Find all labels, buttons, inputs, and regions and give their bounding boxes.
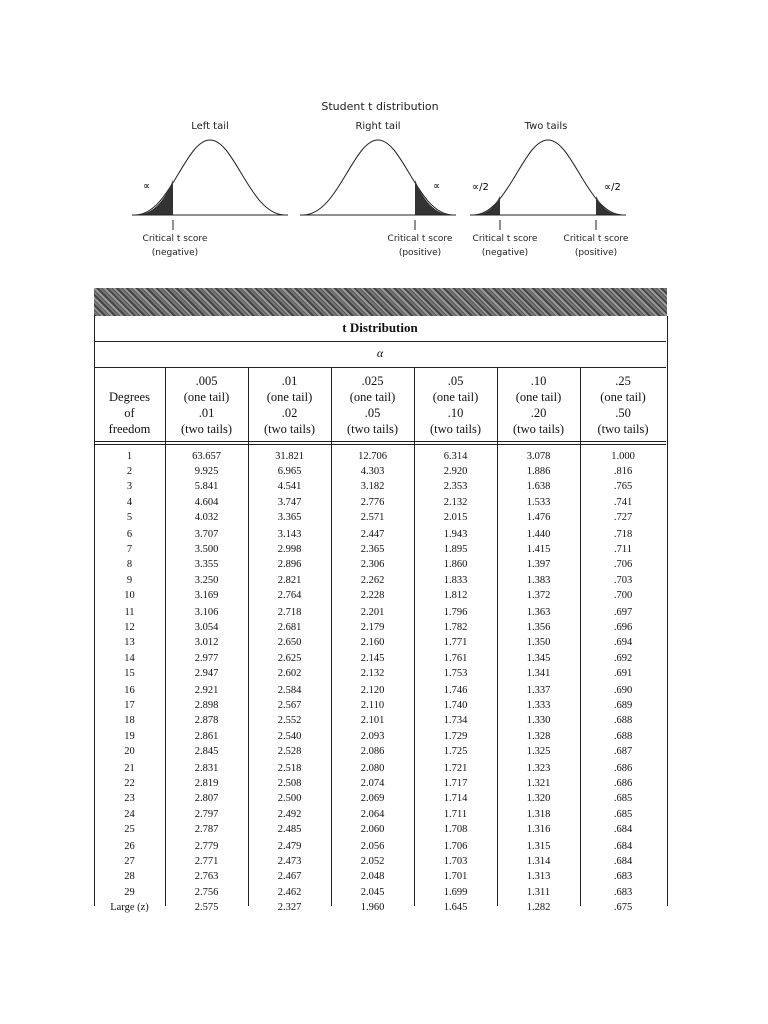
value-cell: 2.947	[194, 667, 219, 679]
row-group	[248, 839, 331, 915]
value-cell: 2.145	[360, 652, 385, 664]
two-tails-curve	[468, 130, 628, 230]
value-cell: 2.861	[194, 730, 219, 742]
value-cell: 2.080	[360, 763, 385, 775]
value-cell: 2.101	[360, 715, 385, 727]
values-column-05	[414, 449, 497, 917]
value-cell: 2.056	[360, 841, 385, 853]
df-cell: 24	[124, 808, 135, 820]
value-cell: 3.078	[526, 451, 551, 462]
values-column-10	[497, 449, 580, 917]
two-tails-positive-caption: Critical t score (positive)	[563, 234, 629, 258]
df-cell: 29	[124, 886, 135, 898]
value-cell: .683	[613, 871, 633, 883]
col-header-10: .10 (one tail) .20 (two tails)	[512, 374, 565, 436]
two-tails-right-alpha-symbol: ∝/2	[604, 182, 621, 193]
value-cell: 2.921	[194, 685, 219, 697]
left-tail-shaded-area	[135, 180, 173, 215]
row-group	[165, 683, 248, 759]
value-cell: 2.602	[277, 667, 302, 679]
col-header-005: .005 (one tail) .01 (two tails)	[180, 374, 233, 436]
row-group	[94, 761, 165, 837]
row-group	[497, 839, 580, 915]
value-cell: 3.365	[277, 511, 302, 523]
value-cell: 1.706	[443, 841, 468, 853]
df-header: Degrees of freedom	[108, 390, 151, 436]
row-group	[94, 527, 165, 603]
value-cell: 1.333	[526, 700, 551, 712]
row-group	[165, 449, 248, 525]
value-cell: 2.492	[277, 808, 302, 820]
value-cell: 12.706	[358, 451, 387, 462]
left-tail-curve	[130, 130, 290, 230]
value-cell: 1.330	[526, 715, 551, 727]
df-cell: 5	[126, 511, 133, 523]
value-cell: 2.650	[277, 637, 302, 649]
value-cell: 2.807	[194, 793, 219, 805]
row-group	[580, 449, 666, 525]
value-cell: 1.320	[526, 793, 551, 805]
row-group	[580, 839, 666, 915]
value-cell: 1.318	[526, 808, 551, 820]
value-cell: .686	[613, 778, 633, 790]
value-cell: 3.500	[194, 544, 219, 556]
row-group	[248, 449, 331, 525]
row-group	[331, 761, 414, 837]
value-cell: 2.567	[277, 700, 302, 712]
value-cell: .684	[613, 823, 633, 835]
value-cell: .697	[613, 607, 633, 619]
value-cell: 1.000	[611, 451, 635, 462]
right-tail-curve	[298, 130, 458, 230]
value-cell: 1.316	[526, 823, 551, 835]
df-cell: 18	[124, 715, 135, 727]
value-cell: 2.625	[277, 652, 302, 664]
value-cell: 2.998	[277, 544, 302, 556]
two-tails-right-shaded-area	[596, 196, 623, 215]
row-group	[497, 527, 580, 603]
col-header-05: .05 (one tail) .10 (two tails)	[429, 374, 482, 436]
value-cell: 1.313	[526, 871, 551, 883]
row-group	[165, 839, 248, 915]
row-group	[580, 605, 666, 681]
value-cell: .690	[613, 685, 633, 697]
df-cell: 28	[124, 871, 135, 883]
value-cell: 2.064	[360, 808, 385, 820]
value-cell: 4.303	[360, 466, 385, 478]
two-tails-label: Two tails	[524, 121, 568, 132]
value-cell: 2.093	[360, 730, 385, 742]
row-group	[331, 527, 414, 603]
row-group	[248, 527, 331, 603]
value-cell: 2.878	[194, 715, 219, 727]
value-cell: 1.350	[526, 637, 551, 649]
value-cell: 2.120	[360, 685, 385, 697]
value-cell: 1.321	[526, 778, 551, 790]
value-cell: 1.356	[526, 622, 551, 634]
value-cell: 2.540	[277, 730, 302, 742]
value-cell: 2.776	[360, 496, 385, 508]
value-cell: 2.779	[194, 841, 219, 853]
value-cell: .685	[613, 808, 633, 820]
df-cell: 14	[124, 652, 135, 664]
df-cell: 22	[124, 778, 135, 790]
value-cell: 2.485	[277, 823, 302, 835]
value-cell: 1.311	[526, 886, 551, 898]
value-cell: 2.500	[277, 793, 302, 805]
df-column	[94, 449, 165, 917]
value-cell: 2.473	[277, 856, 302, 868]
value-cell: .692	[613, 652, 633, 664]
value-cell: 2.771	[194, 856, 219, 868]
value-cell: 2.763	[194, 871, 219, 883]
row-group	[331, 449, 414, 525]
value-cell: 3.169	[194, 589, 219, 601]
right-alpha-symbol: ∝	[433, 181, 441, 192]
value-cell: .741	[613, 496, 633, 508]
value-cell: .703	[613, 574, 633, 586]
value-cell: .694	[613, 637, 633, 649]
value-cell: 2.365	[360, 544, 385, 556]
value-cell: 2.896	[277, 559, 302, 571]
value-cell: 2.179	[360, 622, 385, 634]
value-cell: 2.110	[360, 700, 385, 712]
col-header-025: .025 (one tail) .05 (two tails)	[346, 374, 399, 436]
value-cell: 2.228	[360, 589, 385, 601]
df-cell: 16	[124, 685, 135, 697]
value-cell: 1.314	[526, 856, 551, 868]
two-tails-negative-caption: Critical t score (negative)	[472, 234, 538, 258]
right-tail-label: Right tail	[355, 121, 401, 132]
value-cell: 1.734	[443, 715, 468, 727]
df-cell: 21	[124, 763, 135, 775]
value-cell: 1.812	[443, 589, 468, 601]
value-cell: 1.397	[526, 559, 551, 571]
df-cell: 2	[126, 466, 133, 478]
value-cell: 1.323	[526, 763, 551, 775]
value-cell: .684	[613, 856, 633, 868]
df-cell: Large (z)	[110, 901, 149, 913]
value-cell: .675	[613, 901, 633, 913]
value-cell: 3.250	[194, 574, 219, 586]
two-tails-left-alpha-symbol: ∝/2	[472, 182, 489, 193]
value-cell: 1.345	[526, 652, 551, 664]
value-cell: 1.721	[443, 763, 468, 775]
value-cell: 2.831	[194, 763, 219, 775]
value-cell: 3.054	[194, 622, 219, 634]
value-cell: 2.718	[277, 607, 302, 619]
value-cell: .691	[613, 667, 633, 679]
value-cell: 2.069	[360, 793, 385, 805]
value-cell: 1.315	[526, 841, 551, 853]
value-cell: .685	[613, 793, 633, 805]
value-cell: 2.845	[194, 745, 219, 757]
df-cell: 8	[126, 559, 133, 571]
value-cell: 2.764	[277, 589, 302, 601]
value-cell: 2.048	[360, 871, 385, 883]
values-column-025	[331, 449, 414, 917]
value-cell: 2.787	[194, 823, 219, 835]
value-cell: 6.965	[277, 466, 302, 478]
value-cell: 2.575	[194, 901, 219, 913]
value-cell: 1.717	[443, 778, 468, 790]
df-cell: 1	[126, 451, 133, 462]
df-cell: 17	[124, 700, 135, 712]
value-cell: .718	[613, 529, 633, 541]
value-cell: .727	[613, 511, 633, 523]
df-cell: 7	[126, 544, 133, 556]
value-cell: .696	[613, 622, 633, 634]
df-cell: 4	[126, 496, 133, 508]
left-tail-label: Left tail	[191, 121, 229, 132]
value-cell: 1.282	[526, 901, 551, 913]
left-critical-caption: Critical t score (negative)	[142, 234, 208, 258]
row-group	[497, 683, 580, 759]
value-cell: 1.746	[443, 685, 468, 697]
value-cell: 1.761	[443, 652, 468, 664]
value-cell: 1.860	[443, 559, 468, 571]
value-cell: 1.771	[443, 637, 468, 649]
value-cell: 2.327	[277, 901, 302, 913]
alpha-label: α	[376, 346, 384, 360]
value-cell: 2.201	[360, 607, 385, 619]
value-cell: 1.341	[526, 667, 551, 679]
row-group	[331, 839, 414, 915]
df-cell: 9	[126, 574, 133, 586]
figure-title: Student t distribution	[321, 100, 439, 113]
value-cell: 3.355	[194, 559, 219, 571]
value-cell: 5.841	[194, 481, 219, 493]
rule	[94, 341, 666, 342]
df-cell: 25	[124, 823, 135, 835]
row-group	[497, 605, 580, 681]
value-cell: 1.638	[526, 481, 551, 493]
value-cell: 1.729	[443, 730, 468, 742]
row-group	[94, 605, 165, 681]
value-cell: 2.132	[443, 496, 468, 508]
value-cell: 1.753	[443, 667, 468, 679]
value-cell: 2.552	[277, 715, 302, 727]
value-cell: .765	[613, 481, 633, 493]
value-cell: 1.703	[443, 856, 468, 868]
value-cell: 1.886	[526, 466, 551, 478]
value-cell: 2.074	[360, 778, 385, 790]
row-group	[94, 449, 165, 525]
values-column-01	[248, 449, 331, 917]
value-cell: 9.925	[194, 466, 219, 478]
value-cell: 6.314	[443, 451, 468, 462]
row-group	[165, 605, 248, 681]
value-cell: 2.920	[443, 466, 468, 478]
value-cell: 1.701	[443, 871, 468, 883]
row-group	[331, 605, 414, 681]
value-cell: 1.699	[443, 886, 468, 898]
value-cell: 1.476	[526, 511, 551, 523]
value-cell: 1.714	[443, 793, 468, 805]
right-critical-caption: Critical t score (positive)	[387, 234, 453, 258]
value-cell: .686	[613, 763, 633, 775]
row-group	[94, 839, 165, 915]
value-cell: .683	[613, 886, 633, 898]
value-cell: .700	[613, 589, 633, 601]
value-cell: 1.328	[526, 730, 551, 742]
value-cell: 2.821	[277, 574, 302, 586]
value-cell: 2.306	[360, 559, 385, 571]
table-title: t Distribution	[342, 320, 418, 335]
row-group	[414, 839, 497, 915]
value-cell: .816	[613, 466, 633, 478]
value-cell: 2.898	[194, 700, 219, 712]
value-cell: 2.797	[194, 808, 219, 820]
row-group	[497, 449, 580, 525]
value-cell: .688	[613, 730, 633, 742]
value-cell: 1.796	[443, 607, 468, 619]
value-cell: 1.740	[443, 700, 468, 712]
value-cell: 2.584	[277, 685, 302, 697]
value-cell: 2.052	[360, 856, 385, 868]
value-cell: 2.528	[277, 745, 302, 757]
value-cell: 1.833	[443, 574, 468, 586]
two-tails-left-shaded-area	[473, 196, 500, 215]
df-cell: 19	[124, 730, 135, 742]
value-cell: 1.708	[443, 823, 468, 835]
value-cell: 2.467	[277, 871, 302, 883]
value-cell: 1.711	[443, 808, 468, 820]
row-group	[414, 683, 497, 759]
value-cell: .689	[613, 700, 633, 712]
df-cell: 13	[124, 637, 135, 649]
value-cell: 3.747	[277, 496, 302, 508]
df-cell: 27	[124, 856, 135, 868]
value-cell: 1.372	[526, 589, 551, 601]
value-cell: 2.353	[443, 481, 468, 493]
value-cell: 2.681	[277, 622, 302, 634]
value-cell: 1.943	[443, 529, 468, 541]
row-group	[580, 761, 666, 837]
row-group	[165, 761, 248, 837]
value-cell: 31.821	[275, 451, 304, 462]
value-cell: 3.182	[360, 481, 385, 493]
df-cell: 26	[124, 841, 135, 853]
value-cell: 2.462	[277, 886, 302, 898]
row-group	[497, 761, 580, 837]
df-cell: 6	[126, 529, 133, 541]
value-cell: 3.012	[194, 637, 219, 649]
value-cell: 1.337	[526, 685, 551, 697]
df-cell: 23	[124, 793, 135, 805]
value-cell: 3.143	[277, 529, 302, 541]
value-cell: 1.363	[526, 607, 551, 619]
value-cell: 1.895	[443, 544, 468, 556]
value-cell: 1.725	[443, 745, 468, 757]
value-cell: .706	[613, 559, 633, 571]
value-cell: .684	[613, 841, 633, 853]
row-group	[94, 683, 165, 759]
value-cell: 3.707	[194, 529, 219, 541]
value-cell: 1.325	[526, 745, 551, 757]
value-cell: 2.479	[277, 841, 302, 853]
value-cell: 4.604	[194, 496, 219, 508]
value-cell: 2.060	[360, 823, 385, 835]
values-column-005	[165, 449, 248, 917]
value-cell: 2.819	[194, 778, 219, 790]
value-cell: 2.447	[360, 529, 385, 541]
value-cell: .687	[613, 745, 633, 757]
row-group	[414, 449, 497, 525]
row-group	[331, 683, 414, 759]
value-cell: 4.032	[194, 511, 219, 523]
df-cell: 3	[126, 481, 133, 493]
value-cell: 1.440	[526, 529, 551, 541]
df-cell: 15	[124, 667, 135, 679]
value-cell: 2.262	[360, 574, 385, 586]
value-cell: 1.645	[443, 901, 468, 913]
value-cell: 3.106	[194, 607, 219, 619]
row-group	[248, 605, 331, 681]
value-cell: 2.160	[360, 637, 385, 649]
value-cell: 2.756	[194, 886, 219, 898]
value-cell: 1.782	[443, 622, 468, 634]
value-cell: 2.132	[360, 667, 385, 679]
col-header-25: .25 (one tail) .50 (two tails)	[597, 374, 649, 436]
left-alpha-symbol: ∝	[143, 181, 151, 192]
value-cell: 1.383	[526, 574, 551, 586]
df-cell: 11	[124, 607, 135, 619]
row-group	[414, 527, 497, 603]
value-cell: 2.571	[360, 511, 385, 523]
value-cell: 4.541	[277, 481, 302, 493]
values-column-25	[580, 449, 666, 917]
row-group	[248, 761, 331, 837]
value-cell: 2.086	[360, 745, 385, 757]
df-cell: 10	[124, 589, 135, 601]
value-cell: .711	[614, 544, 632, 556]
value-cell: 1.415	[526, 544, 551, 556]
df-cell: 20	[124, 745, 135, 757]
value-cell: 1.533	[526, 496, 551, 508]
df-cell: 12	[124, 622, 135, 634]
row-group	[414, 761, 497, 837]
table-header-banner	[94, 288, 667, 316]
row-group	[414, 605, 497, 681]
col-header-01: .01 (one tail) .02 (two tails)	[263, 374, 316, 436]
row-group	[165, 527, 248, 603]
row-group	[580, 527, 666, 603]
value-cell: 2.045	[360, 886, 385, 898]
value-cell: 2.015	[443, 511, 468, 523]
value-cell: 2.518	[277, 763, 302, 775]
value-cell: .688	[613, 715, 633, 727]
row-group	[580, 683, 666, 759]
value-cell: 63.657	[192, 451, 221, 462]
value-cell: 1.960	[360, 901, 385, 913]
row-group	[248, 683, 331, 759]
value-cell: 2.508	[277, 778, 302, 790]
value-cell: 2.977	[194, 652, 219, 664]
